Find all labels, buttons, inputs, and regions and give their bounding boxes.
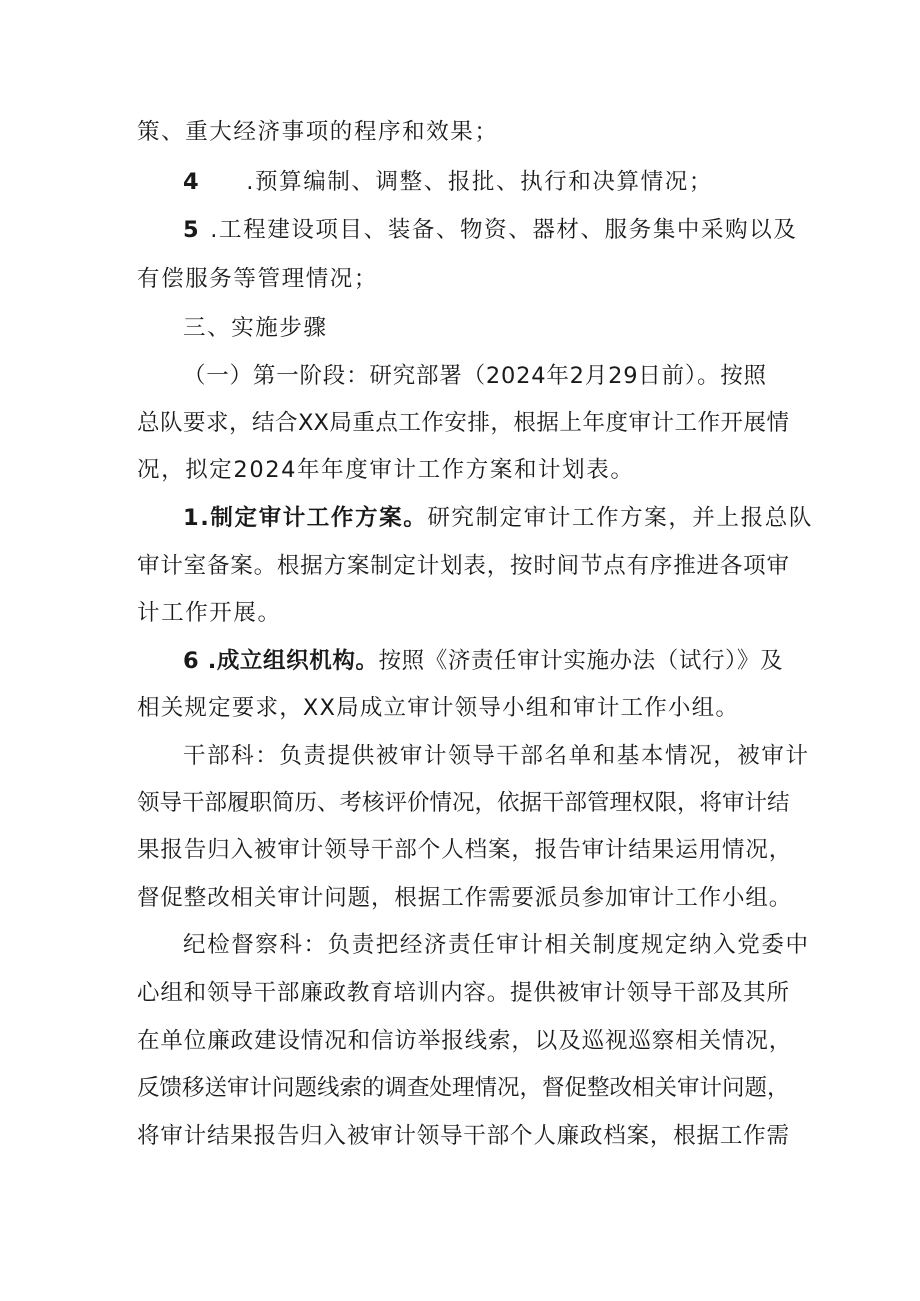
text-line: 心组和领导干部廉政教育培训内容。提供被审计领导干部及其所: [137, 980, 789, 1006]
section-heading: 三、实施步骤: [183, 315, 328, 341]
text-line: 计工作开展。: [137, 600, 282, 626]
text-line: 总队要求，结合XX局重点工作安排，根据上年度审计工作开展情: [137, 410, 789, 436]
list-item-5: [183, 215, 797, 245]
text-line: 督促整改相关审计问题，根据工作需要派员参加审计工作小组。: [137, 885, 793, 911]
text-line: 反馈移送审计问题线索的调查处理情况，督促整改相关审计问题，: [137, 1075, 790, 1101]
paragraph-start: [183, 503, 813, 533]
text-line: 将审计结果报告归入被审计领导干部个人廉政档案，根据工作需: [137, 1123, 789, 1149]
text-line: （一）第一阶段：研究部署（2024年2月29日前）。按照: [183, 363, 767, 389]
paragraph-heading: 6 .成立组织机构。: [183, 648, 379, 674]
text-line: 审计室备案。根据方案制定计划表，按时间节点有序推进各项审: [137, 553, 789, 579]
paragraph-text: 按照《济责任审计实施办法（试行）》及: [378, 648, 784, 674]
paragraph-text: 研究制定审计工作方案，并上报总队: [427, 505, 813, 531]
text-line: 干部科：负责提供被审计领导干部名单和基本情况，被审计: [183, 743, 810, 769]
list-text: .工程建设项目、装备、物资、器材、服务集中采购以及: [210, 217, 798, 243]
text-line: 有偿服务等管理情况；: [137, 266, 379, 292]
text-line: 果报告归入被审计领导干部个人档案，报告审计结果运用情况，: [137, 837, 793, 863]
paragraph-start: [183, 646, 783, 676]
list-text: .预算编制、调整、报批、执行和决算情况；: [246, 169, 713, 195]
text-line: 策、重大经济事项的程序和效果；: [137, 119, 499, 145]
text-line: 纪检督察科：负责把经济责任审计相关制度规定纳入党委中: [183, 932, 810, 958]
text-line: 在单位廉政建设情况和信访举报线索，以及巡视巡察相关情况，: [137, 1028, 793, 1054]
text-line: 相关规定要求，XX局成立审计领导小组和审计工作小组。: [137, 695, 740, 721]
text-line: 领导干部履职简历、考核评价情况，依据干部管理权限，将审计结: [137, 790, 790, 816]
list-item-4: [183, 167, 713, 197]
text-line: 况，拟定2024年年度审计工作方案和计划表。: [137, 457, 635, 483]
list-number: 5: [183, 217, 201, 243]
paragraph-heading: 1.制定审计工作方案。: [183, 505, 428, 531]
list-number: 4: [183, 169, 201, 195]
